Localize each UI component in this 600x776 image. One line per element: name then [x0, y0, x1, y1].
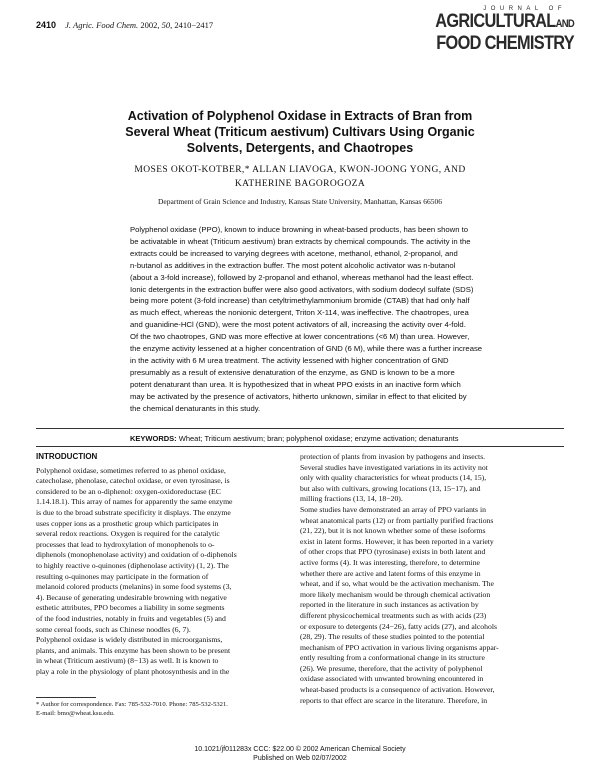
body-line: of the food industries, notably in fruits and vegetables (5) and: [36, 613, 226, 623]
body-line: uses copper ions as a prosthetic group which participates in: [36, 518, 219, 528]
logo-and: AND: [555, 18, 574, 30]
body-line: considered to be an o-diphenol: oxygen-oxidoreductase (EC: [36, 486, 221, 496]
running-header: [36, 20, 213, 30]
body-line: resulting o-quinones may participate in the formation of: [36, 571, 209, 581]
citation-pages: 2410−2417: [174, 20, 214, 30]
body-line: diphenols (monophenolase activity) and oxidation of o-diphenols: [36, 550, 237, 560]
title-line: Activation of Polyphenol Oxidase in Extracts of Bran from: [127, 109, 473, 123]
journal-logo: [374, 6, 574, 53]
body-column-right: [300, 452, 554, 706]
logo-food-chemistry: FOOD CHEMISTRY: [436, 33, 574, 54]
body-line: 1.14.18.1). This array of names for apparently the same enzyme: [36, 497, 233, 507]
body-line: milling fractions (13, 14, 18−20).: [300, 494, 403, 504]
body-line: melanoid colored products (melanins) in some food systems (3,: [36, 582, 232, 592]
body-line: several redox reactions. Oxygen is required for the catalytic: [36, 529, 220, 539]
body-line: (28, 29). The results of these studies pointed to the potential: [300, 632, 485, 642]
body-line: Polyphenol oxidase, sometimes referred to as phenol oxidase,: [36, 465, 226, 475]
body-line: in wheat (Triticum aestivum) (8−13) as well. It is known to: [36, 656, 219, 666]
body-line: some cereal foods, such as Chinese noodles (6, 7).: [36, 624, 191, 634]
body-line: Some studies have demonstrated an array of PPO variants in: [300, 504, 486, 514]
author-line: MOSES OKOT-KOTBER,* ALLAN LIAVOGA, KWON-JOONG YONG, AND: [134, 165, 466, 175]
journal-citation: J. Agric. Food Chem.: [65, 20, 139, 30]
abstract-line: the chemical denaturants in this study.: [130, 403, 261, 413]
logo-journal-of: JOURNAL OF: [483, 6, 566, 12]
title-line: Solvents, Detergents, and Chaotropes: [186, 141, 414, 155]
body-line: or exposure to detergents (24−26), fatty acids (27), and alcohols: [300, 621, 497, 631]
title-line: Several Wheat (Triticum aestivum) Cultivars Using Organic: [125, 125, 475, 139]
abstract-line: Of the two chaotropes, GND was more effective at lower concentrations (<6 M) than urea. However,: [130, 332, 470, 342]
body-line: wheat-based products is a consequence of activation. However,: [300, 685, 495, 695]
logo-agricultural: [402, 12, 574, 34]
abstract-line: the enzyme activity lessened at a higher concentration of GND (6 M), while there was a further increase: [130, 344, 483, 354]
abstract-line: in the activity with 6 M urea treatment. The activity lessened with higher concentration of GND: [130, 355, 449, 365]
body-line: Polyphenol oxidase is widely distributed in microorganisms,: [36, 635, 223, 645]
page-footer: [100, 745, 500, 763]
body-line: reports to that effect are scarce in the literature. Therefore, in: [300, 695, 488, 705]
body-line: reported in the literature in such instances as activation by: [300, 600, 479, 610]
body-line: of other crops that PPO (tyrosinase) exists in both latent and: [300, 547, 486, 557]
body-line: more likely mechanism would be through chemical activation: [300, 589, 491, 599]
body-line: protection of plants from invasion by pathogens and insects.: [300, 452, 486, 461]
body-line: mechanism of PPO activation in various living organisms appar-: [300, 642, 499, 652]
logo-agricultural-word: AGRICULTURAL: [435, 11, 556, 32]
body-line: different physicochemical treatments such as with acids (23): [300, 610, 487, 620]
body-line: but also with cultivars, growing locations (13, 15−17), and: [300, 483, 481, 493]
body-line: (21, 22), but it is not known whether some of these isoforms: [300, 526, 486, 536]
affiliation: Department of Grain Science and Industry, Kansas State University, Manhattan, Kansas 66506: [158, 197, 442, 206]
abstract-line: may be activated by the presence of activators, hitherto unknown, similar in effect to that elicited by: [130, 391, 467, 401]
body-line: active forms (4). It was interesting, therefore, to determine: [300, 557, 480, 567]
abstract-line: as much effect, whereas the nonionic detergent, Triton X-114, was ineffective. The chaotropes, urea: [130, 308, 469, 318]
keywords-text: Wheat; Triticum aestivum; bran; polyphenol oxidase; enzyme activation; denaturants: [178, 434, 459, 443]
abstract-line: Ionic detergents in the extraction buffer were also good activators, with sodium dodecyl sulfate (SDS): [130, 284, 474, 294]
abstract-line: be activatable in wheat (Triticum aestivum) bran extracts by chemical compounds. The activity in the: [130, 236, 471, 246]
keywords-label: KEYWORDS:: [130, 434, 177, 443]
keywords-bottom-rule: [36, 446, 564, 447]
abstract-line: (about a 3-fold increase), followed by 2-propanol and ethanol, whereas methanol had the least effect.: [130, 272, 474, 282]
article-title: [70, 108, 530, 156]
citation-year: 2002,: [140, 20, 160, 30]
abstract-line: presumably as a result of extensive denaturation of the enzyme, as GND is known to be a more: [130, 367, 455, 377]
published-date: Published on Web 02/07/2002: [253, 755, 347, 762]
body-line: only with quality characteristics for wheat products (14, 15),: [300, 473, 487, 483]
body-line: processes that lead to hydroxylation of monophenols to o-: [36, 539, 215, 549]
keywords: [130, 434, 459, 443]
body-line: is due to the broad substrate specificity it displays. The enzyme: [36, 507, 231, 517]
author-line: KATHERINE BAGOROGOZA: [234, 179, 366, 189]
body-line: play a role in the physiology of plant photosynthesis and in the: [36, 666, 230, 676]
body-line: 4). Because of generating undesirable browning with negative: [36, 592, 227, 602]
abstract-line: Polyphenol oxidase (PPO), known to induce browning in wheat-based products, has been shown to: [130, 225, 469, 234]
body-line: (26). We presume, therefore, that the activity of polyphenol: [300, 663, 483, 673]
body-line: to highly reactive o-quinones (diphenolase activity) (1, 2). The: [36, 560, 229, 570]
footnote-line: * Author for correspondence. Fax: 785-532-7010. Phone: 785-532-5321.: [36, 701, 228, 708]
body-line: ently resulting from a conformational change in its structure: [300, 653, 485, 663]
body-column-left: [36, 452, 290, 677]
introduction-heading: INTRODUCTION: [36, 452, 98, 461]
abstract-line: n-butanol as additives in the extraction buffer. The most potent alcoholic activator was n-butanol: [130, 260, 456, 270]
abstract: [130, 224, 483, 415]
keywords-top-rule: [36, 428, 564, 429]
body-line: Several studies have investigated variations in its activity not: [300, 462, 488, 472]
abstract-line: potent denaturant than urea. It is hypothesized that in wheat PPO exists in an inactive form which: [130, 379, 461, 389]
page-number: 2410: [36, 20, 57, 30]
body-line: plants, and animals. This enzyme has been shown to be present: [36, 645, 231, 655]
correspondence-footnote: [36, 700, 290, 718]
body-line: wheat anatomical parts (12) or from partially purified fractions: [300, 515, 494, 525]
body-line: wheat, and if so, what would be the activation mechanism. The: [300, 579, 494, 589]
doi-line: 10.1021/jf011283x CCC: $22.00 © 2002 American Chemical Society: [194, 746, 406, 753]
citation-volume: 50,: [161, 20, 173, 30]
body-line: oxidase associated with unwanted browning encountered in: [300, 674, 484, 684]
body-line: catecholase, phenolase, catechol oxidase, or even tyrosinase, is: [36, 476, 230, 486]
footnote-rule: [36, 697, 96, 698]
abstract-line: and guanidine-HCl (GND), were the most potent activators of all, increasing the activity over 4-fold.: [130, 320, 466, 330]
abstract-line: extracts could be increased to varying degrees with acetone, methanol, ethanol, 2-propanol, and: [130, 248, 458, 258]
abstract-line: being more potent (3-fold increase) than cetyltrimethylammonium bromide (CTAB) that had only half: [130, 296, 470, 306]
footnote-line: E-mail: bmo@wheat.ksu.edu.: [36, 710, 115, 717]
body-line: exist in latent forms. However, it has been reported in a variety: [300, 536, 494, 546]
body-line: whether there are active and latent forms of this enzyme in: [300, 568, 481, 578]
body-line: esthetic attributes, PPO becomes a liability in some segments: [36, 603, 225, 613]
author-list: [60, 163, 540, 191]
